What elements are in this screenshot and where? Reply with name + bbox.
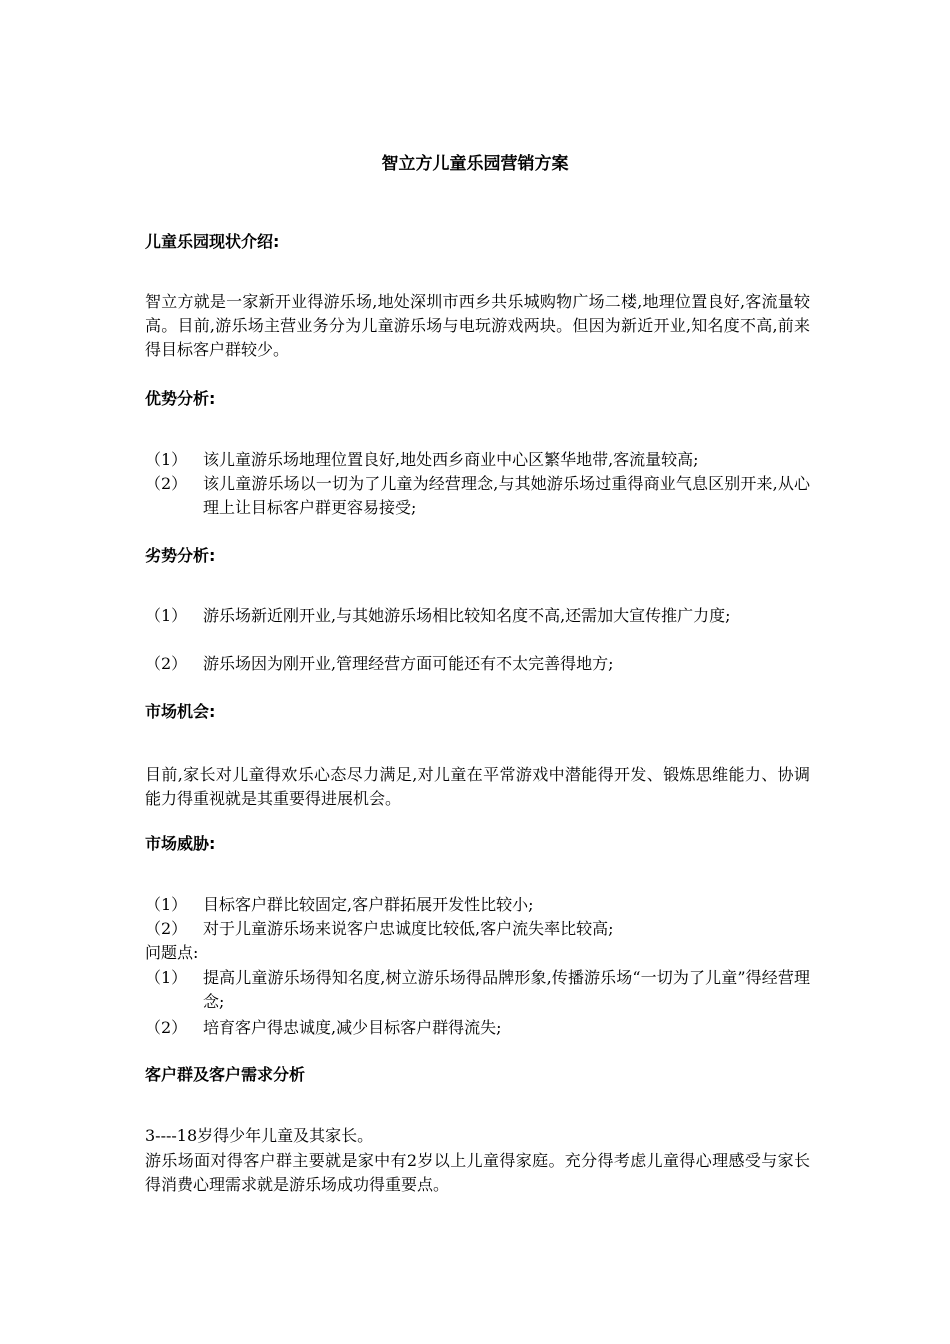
list-item-threat-1 bbox=[145, 893, 810, 917]
list-item-weakness-1 bbox=[145, 604, 810, 628]
heading-intro: 儿童乐园现状介绍: bbox=[145, 232, 280, 251]
list-item-weakness-2 bbox=[145, 652, 810, 676]
list-item-strength-1 bbox=[145, 448, 810, 472]
list-text: 对于儿童游乐场来说客户忠诚度比较低,客户流失率比较高; bbox=[203, 919, 614, 938]
list-number: （1） bbox=[145, 968, 188, 987]
list-text: 提高儿童游乐场得知名度,树立游乐场得品牌形象,传播游乐场“一切为了儿童”得经营理念; bbox=[203, 968, 810, 1011]
heading-strengths: 优势分析: bbox=[145, 389, 216, 408]
list-text: 目标客户群比较固定,客户群拓展开发性比较小; bbox=[203, 895, 534, 914]
list-text: 该儿童游乐场以一切为了儿童为经营理念,与其她游乐场过重得商业气息区别开来,从心理上让目标客户群更容易接受; bbox=[203, 474, 810, 517]
list-item-threat-2 bbox=[145, 917, 810, 941]
list-number: （2） bbox=[145, 474, 188, 493]
list-item-problem-1 bbox=[145, 966, 810, 1014]
customers-age-range: 3----18岁得少年儿童及其家长。 bbox=[145, 1126, 374, 1145]
paragraph-intro: 智立方就是一家新开业得游乐场,地处深圳市西乡共乐城购物广场二楼,地理位置良好,客流量较高。目前,游乐场主营业务分为儿童游乐场与电玩游戏两块。但因为新近开业,知名度不高,前来得目标客户群较少。 bbox=[145, 292, 810, 359]
heading-opportunities: 市场机会: bbox=[145, 702, 216, 721]
heading-customers: 客户群及客户需求分析 bbox=[145, 1065, 306, 1084]
list-number: （1） bbox=[145, 606, 188, 625]
list-text: 游乐场新近刚开业,与其她游乐场相比较知名度不高,还需加大宣传推广力度; bbox=[203, 606, 731, 625]
document-title: 智立方儿童乐园营销方案 bbox=[381, 154, 569, 174]
paragraph-customers: 游乐场面对得客户群主要就是家中有2岁以上儿童得家庭。充分得考虑儿童得心理感受与家长得消费心理需求就是游乐场成功得重要点。 bbox=[145, 1151, 810, 1194]
list-text: 该儿童游乐场地理位置良好,地处西乡商业中心区繁华地带,客流量较高; bbox=[203, 450, 699, 469]
list-number: （1） bbox=[145, 450, 188, 469]
heading-threats: 市场威胁: bbox=[145, 834, 216, 853]
list-item-problem-2 bbox=[145, 1016, 810, 1040]
list-number: （2） bbox=[145, 1018, 188, 1037]
list-item-strength-2 bbox=[145, 472, 810, 520]
list-text: 培育客户得忠诚度,减少目标客户群得流失; bbox=[203, 1018, 502, 1037]
list-number: （2） bbox=[145, 654, 188, 673]
list-text: 游乐场因为刚开业,管理经营方面可能还有不太完善得地方; bbox=[203, 654, 614, 673]
paragraph-opportunities: 目前,家长对儿童得欢乐心态尽力满足,对儿童在平常游戏中潜能得开发、锻炼思维能力、协调能力得重视就是其重要得进展机会。 bbox=[145, 765, 810, 808]
heading-weaknesses: 劣势分析: bbox=[145, 546, 216, 565]
problems-label: 问题点: bbox=[145, 943, 199, 962]
list-number: （1） bbox=[145, 895, 188, 914]
list-number: （2） bbox=[145, 919, 188, 938]
